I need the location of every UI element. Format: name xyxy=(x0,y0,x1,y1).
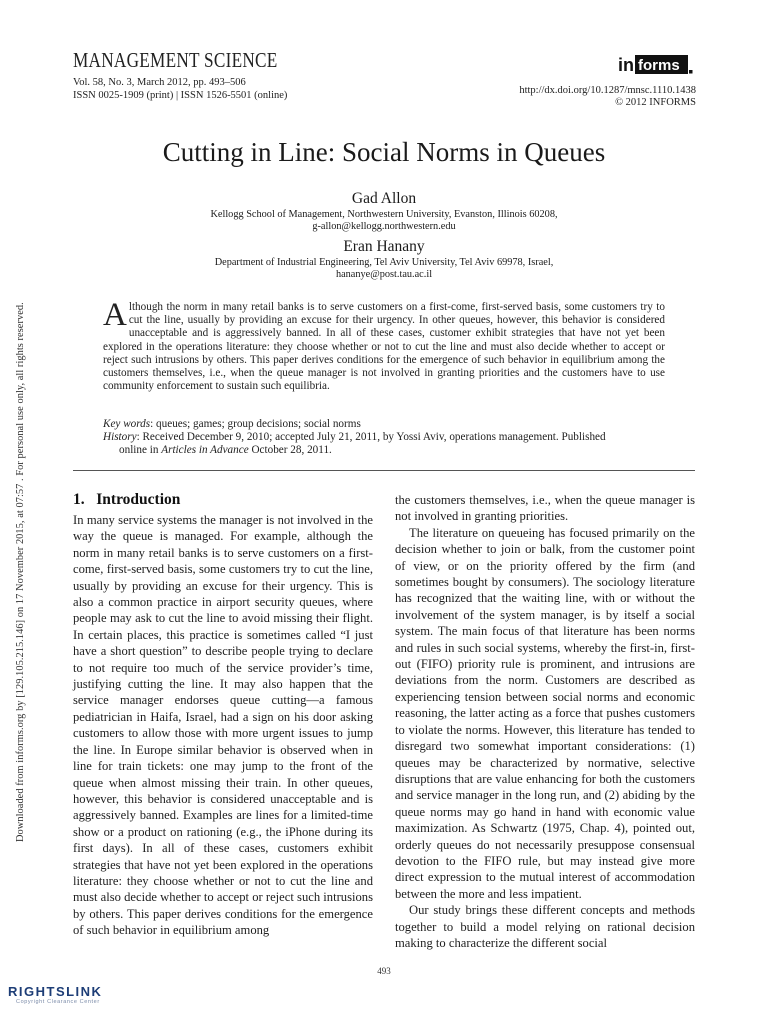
history-line: History: Received December 9, 2010; accepted July 21, 2011, by Yossi Aviv, operations management. Published xyxy=(103,431,606,443)
section-title: Introduction xyxy=(96,491,181,508)
history-text: Received December 9, 2010; accepted July 21, 2011, by Yossi Aviv, operations management. Published xyxy=(142,431,606,443)
body-paragraph: Our study brings these different concepts and methods together to build a model relying on rational decision making to characterize the different social xyxy=(395,903,695,950)
section-heading xyxy=(73,491,180,509)
body-column-left xyxy=(73,512,373,939)
abstract xyxy=(103,297,665,393)
author-affiliation: Kellogg School of Management, Northwestern University, Evanston, Illinois 60208, xyxy=(210,209,558,220)
rightslink-subtext: Copyright Clearance Center xyxy=(16,999,100,1005)
body-paragraph: In many service systems the manager is not involved in the way the queue is managed. For example, although the norm in many retail banks is to serve customers on a first-come, first-served basis, some customers try to cut the line, usually by providing an excuse for their urgency. This is also a common practice in airport security queues, where people may ask to cut the line to avoid missing their flight. In certain places, this practice is sometimes called “I just have a short question” to describe people trying to declare to not require too much of the service provider’s time, justifying cutting the line. It may also happen that the service manager endorses queue cutting—a famous pediatrician in Haifa, Israel, had a sign on his door asking customers to allow those with more urgent issues to jump the line. In Europe similar behavior is observed when in line for train tickets: one may jump to the front of the queue when almost missing their train. In other queues, however, this behavior is considered unacceptable and is aggressively banned. Examples are lines for a limited-time show or a product on rationing (e.g., the iPhone during its first days). In all of these cases, customers exhibit strategies that have not yet been explored in the operations literature: they choose whether or not to cut the line and must also decide whether to accept or reject such intrusions by others. This paper derives conditions for the emergence of such behavior in equilibrium among xyxy=(73,513,373,938)
journal-name: MANAGEMENT SCIENCE xyxy=(73,48,278,72)
rightslink-logo[interactable] xyxy=(8,984,178,1010)
download-notice-text: Downloaded from informs.org by [129.105.215.146] on 17 November 2015, at 07:57 . For personal use only, all rights reserved. xyxy=(15,302,26,842)
section-number: 1. xyxy=(73,491,85,508)
history-articles-in-advance: Articles in Advance xyxy=(161,444,249,456)
keywords-line: Key words: queues; games; group decisions; social norms xyxy=(103,418,361,430)
body-paragraph: the customers themselves, i.e., when the queue manager is not involved in granting priorities. xyxy=(395,493,695,524)
author-email[interactable]: hananye@post.tau.ac.il xyxy=(335,269,433,280)
abstract-text: lthough the norm in many retail banks is to serve customers on a first-come, first-served basis, some customers try to cut the line, usually by providing an excuse for their urgency. In other queues, however, this behavior is considered unacceptable and is aggressively banned. In all of these cases, customer exhibit strategies that have not yet been explored in the operations literature: they choose whether or not to cut the line and must also decide whether to accept or reject such intrusions by others. This paper derives conditions for the emergence of such behavior in equilibrium among the customers themselves, i.e., when the queue manager is not involved in granting priorities and the customers have to use community enforcement to sustain such equilibria. xyxy=(103,301,665,393)
informs-logo xyxy=(618,52,692,76)
history-date: October 28, 2011. xyxy=(248,444,332,456)
volume-line: Vol. 58, No. 3, March 2012, pp. 493–506 xyxy=(73,77,246,88)
history-line-continued xyxy=(103,444,665,457)
history-label: History xyxy=(103,431,137,443)
history-prefix: online in xyxy=(119,444,162,456)
rightslink-text: RIGHTSLINK xyxy=(8,984,103,999)
doi-link[interactable]: http://dx.doi.org/10.1287/mnsc.1110.1438 xyxy=(519,85,696,96)
paper-title: Cutting in Line: Social Norms in Queues xyxy=(162,137,606,167)
download-notice xyxy=(1,182,26,842)
issn-line: ISSN 0025-1909 (print) | ISSN 1526-5501 (online) xyxy=(73,90,288,101)
body-column-right xyxy=(395,492,695,951)
page-number: 493 xyxy=(377,966,391,976)
author-name: Eran Hanany xyxy=(343,238,425,255)
abstract-dropcap: A xyxy=(103,297,127,333)
copyright: © 2012 INFORMS xyxy=(615,97,696,108)
informs-logo-graphic xyxy=(618,52,694,78)
author-name: Gad Allon xyxy=(351,190,417,207)
svg-text:forms: forms xyxy=(638,57,680,74)
author-affiliation: Department of Industrial Engineering, Tel Aviv University, Tel Aviv 69978, Israel, xyxy=(214,257,554,268)
body-paragraph: The literature on queueing has focused primarily on the decision whether to join or balk, from the customer point of view, or on the priority offered by the firm (and sometimes bought by consumers). The sociology literature has recognized that the waiting line, with or without the involvement of the system manager, is by itself a social system. The main focus of that literature has been norms and rules in such social systems, whereby the first-in, first-out (FIFO) priority rule is prominent, and intrusions are deviations from the norm. Customers are described as experiencing tension between social norms and economic reasoning, the latter acting as a force that pushes customers to violate the norms. However, this literature has tended to disregard two somewhat important considerations: (1) queues may be characterized by normative, selective disruptions that are value enhancing for both the customers and service manager in the long run, and (2) abiding by the queue norms may go hand in hand with economic value maximization. As Schwartz (1975, Chap. 4), pointed out, orderly queues do not necessarily presuppose consensual devotion to the FIFO rule, but may instead give more direct expression to the mutual interest of accommodation between the more and less impatient. xyxy=(395,525,695,901)
section-divider xyxy=(73,470,695,471)
svg-text:in: in xyxy=(618,55,634,75)
keywords-label: Key words xyxy=(103,418,151,430)
author-email[interactable]: g-allon@kellogg.northwestern.edu xyxy=(312,221,456,232)
keywords-value: queues; games; group decisions; social norms xyxy=(156,418,361,430)
